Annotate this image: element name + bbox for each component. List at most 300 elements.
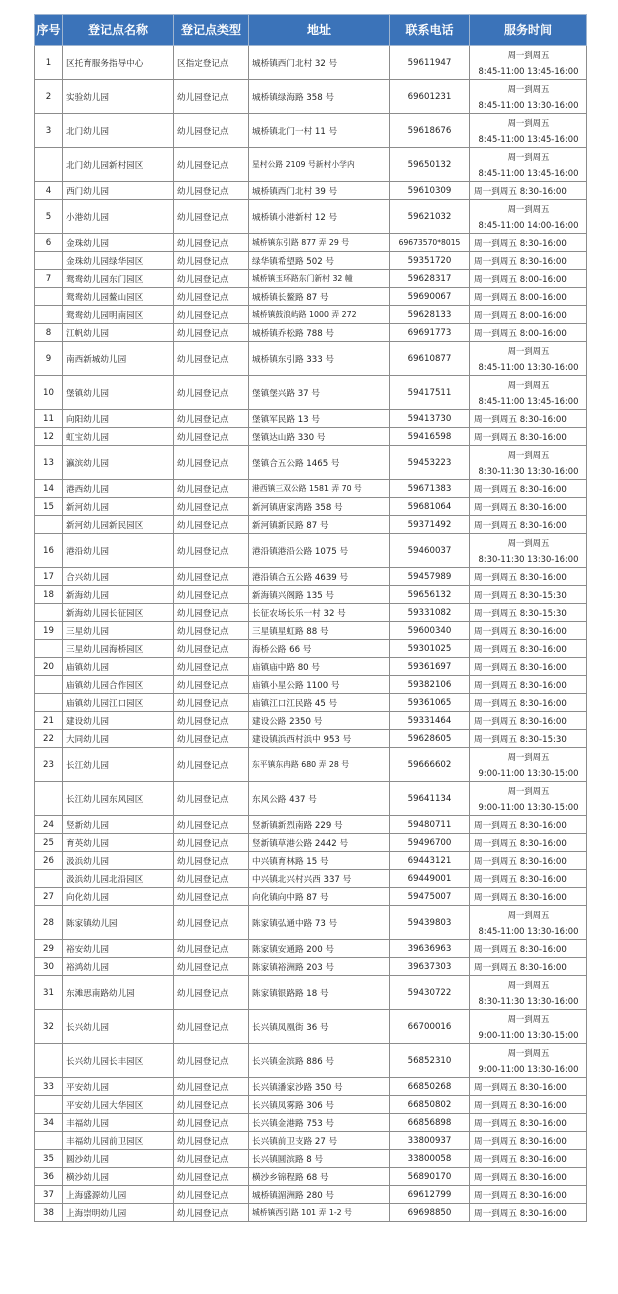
- row-service-time: 周一到周五 8:30-16:00: [470, 498, 587, 516]
- row-phone: 66850268: [390, 1078, 470, 1096]
- row-index: 24: [35, 816, 63, 834]
- row-name: 丰福幼儿园前卫园区: [63, 1132, 174, 1150]
- row-name: 长兴幼儿园: [63, 1010, 174, 1044]
- row-service-time: 周一到周五 8:30-16:00: [470, 958, 587, 976]
- row-phone: 33800058: [390, 1150, 470, 1168]
- row-index: 1: [35, 46, 63, 80]
- row-phone: 39637303: [390, 958, 470, 976]
- row-index: 7: [35, 270, 63, 288]
- row-phone: 59413730: [390, 410, 470, 428]
- row-service-time: 周一到周五 8:30-16:00: [470, 1096, 587, 1114]
- row-index: 12: [35, 428, 63, 446]
- row-index: [35, 1044, 63, 1078]
- row-index: 22: [35, 730, 63, 748]
- row-service-time: [470, 46, 587, 80]
- row-index: 27: [35, 888, 63, 906]
- row-type: 幼儿园登记点: [174, 640, 249, 658]
- table-row: [35, 534, 587, 568]
- row-name: 区托育服务指导中心: [63, 46, 174, 80]
- row-address: 向化镇向中路 87 号: [249, 888, 390, 906]
- row-address: 城桥镇东引路 877 弄 29 号: [249, 234, 390, 252]
- row-address: 中兴镇育林路 15 号: [249, 852, 390, 870]
- service-days: 周一到周五: [507, 979, 550, 990]
- row-service-time: 周一到周五 8:30-16:00: [470, 1150, 587, 1168]
- row-address: 三星镇星虹路 88 号: [249, 622, 390, 640]
- table-row: [35, 852, 587, 870]
- table-row: [35, 114, 587, 148]
- service-days: 周一到周五: [507, 379, 550, 390]
- row-service-time: [470, 446, 587, 480]
- row-address: 庙镇庙中路 80 号: [249, 658, 390, 676]
- row-index: 37: [35, 1186, 63, 1204]
- row-address: 城桥镇东引路 333 号: [249, 342, 390, 376]
- row-phone: 59417511: [390, 376, 470, 410]
- row-phone: 39636963: [390, 940, 470, 958]
- row-type: 幼儿园登记点: [174, 410, 249, 428]
- row-name: 西门幼儿园: [63, 182, 174, 200]
- row-address: 建设公路 2350 号: [249, 712, 390, 730]
- row-address: 新河镇唐家湾路 358 号: [249, 498, 390, 516]
- table-row: [35, 376, 587, 410]
- service-hours: 8:45-11:00 13:45-16:00: [478, 65, 579, 76]
- table-row: [35, 1078, 587, 1096]
- row-phone: 69610877: [390, 342, 470, 376]
- row-name: 虹宝幼儿园: [63, 428, 174, 446]
- row-name: 建设幼儿园: [63, 712, 174, 730]
- row-address: 城桥镇乔松路 788 号: [249, 324, 390, 342]
- row-name: 南西新城幼儿园: [63, 342, 174, 376]
- row-address: 长兴镇凤凰街 36 号: [249, 1010, 390, 1044]
- row-address: 堡镇军民路 13 号: [249, 410, 390, 428]
- row-name: 圆沙幼儿园: [63, 1150, 174, 1168]
- row-type: 幼儿园登记点: [174, 958, 249, 976]
- table-row: [35, 568, 587, 586]
- row-address: 长兴镇金滨路 886 号: [249, 1044, 390, 1078]
- row-index: [35, 288, 63, 306]
- row-name: 上海盛源幼儿园: [63, 1186, 174, 1204]
- table-row: [35, 694, 587, 712]
- row-name: 金珠幼儿园绿华园区: [63, 252, 174, 270]
- row-type: 幼儿园登记点: [174, 288, 249, 306]
- table-row: [35, 252, 587, 270]
- row-service-time: 周一到周五 8:00-16:00: [470, 306, 587, 324]
- row-type: 幼儿园登记点: [174, 534, 249, 568]
- row-type: 幼儿园登记点: [174, 870, 249, 888]
- table-row: [35, 676, 587, 694]
- row-type: 幼儿园登记点: [174, 270, 249, 288]
- row-address: 港沿镇港沿公路 1075 号: [249, 534, 390, 568]
- row-service-time: 周一到周五 8:30-16:00: [470, 1168, 587, 1186]
- row-address: 海桥公路 66 号: [249, 640, 390, 658]
- row-name: 平安幼儿园: [63, 1078, 174, 1096]
- row-phone: 59628605: [390, 730, 470, 748]
- table-row: [35, 958, 587, 976]
- row-phone: 69449001: [390, 870, 470, 888]
- table-row: [35, 1168, 587, 1186]
- row-address: 东风公路 437 号: [249, 782, 390, 816]
- row-service-time: 周一到周五 8:30-16:00: [470, 870, 587, 888]
- row-type: 幼儿园登记点: [174, 114, 249, 148]
- row-service-time: 周一到周五 8:30-16:00: [470, 252, 587, 270]
- row-address: 城桥镇绿海路 358 号: [249, 80, 390, 114]
- header-name: 登记点名称: [63, 15, 174, 46]
- row-index: 3: [35, 114, 63, 148]
- table-row: [35, 640, 587, 658]
- row-address: 长兴镇前卫支路 27 号: [249, 1132, 390, 1150]
- service-hours: 8:30-11:30 13:30-16:00: [478, 553, 579, 564]
- row-name: 向阳幼儿园: [63, 410, 174, 428]
- row-index: 33: [35, 1078, 63, 1096]
- row-name: 长兴幼儿园长丰园区: [63, 1044, 174, 1078]
- row-name: 竖新幼儿园: [63, 816, 174, 834]
- row-phone: 59690067: [390, 288, 470, 306]
- row-index: 34: [35, 1114, 63, 1132]
- table-row: [35, 712, 587, 730]
- row-type: 幼儿园登记点: [174, 306, 249, 324]
- row-type: 幼儿园登记点: [174, 1132, 249, 1150]
- row-service-time: [470, 342, 587, 376]
- row-phone: 59430722: [390, 976, 470, 1010]
- row-type: 幼儿园登记点: [174, 748, 249, 782]
- table-row: [35, 1096, 587, 1114]
- row-service-time: [470, 148, 587, 182]
- service-hours: 8:45-11:00 13:45-16:00: [478, 133, 579, 144]
- row-type: 幼儿园登记点: [174, 480, 249, 498]
- row-index: 6: [35, 234, 63, 252]
- row-name: 新河幼儿园新民园区: [63, 516, 174, 534]
- table-row: [35, 782, 587, 816]
- row-phone: 59361065: [390, 694, 470, 712]
- table-row: [35, 200, 587, 234]
- row-name: 新海幼儿园长征园区: [63, 604, 174, 622]
- row-index: 38: [35, 1204, 63, 1222]
- row-phone: 59641134: [390, 782, 470, 816]
- row-phone: 69601231: [390, 80, 470, 114]
- row-type: 幼儿园登记点: [174, 604, 249, 622]
- row-service-time: [470, 748, 587, 782]
- row-address: 堡镇达山路 330 号: [249, 428, 390, 446]
- registration-table-container: [34, 14, 586, 1222]
- table-row: [35, 604, 587, 622]
- row-address: 堡镇合五公路 1465 号: [249, 446, 390, 480]
- table-row: [35, 748, 587, 782]
- row-type: 幼儿园登记点: [174, 694, 249, 712]
- service-hours: 8:45-11:00 13:30-16:00: [478, 925, 579, 936]
- row-address: 城桥镇小港新村 12 号: [249, 200, 390, 234]
- registration-table: [34, 14, 587, 1222]
- row-index: [35, 252, 63, 270]
- row-type: 幼儿园登记点: [174, 182, 249, 200]
- row-address: 城桥镇西门北村 32 号: [249, 46, 390, 80]
- row-service-time: 周一到周五 8:30-16:00: [470, 676, 587, 694]
- row-name: 向化幼儿园: [63, 888, 174, 906]
- row-service-time: 周一到周五 8:30-16:00: [470, 694, 587, 712]
- row-type: 幼儿园登记点: [174, 324, 249, 342]
- row-phone: 59621032: [390, 200, 470, 234]
- row-address: 庙镇江口江民路 45 号: [249, 694, 390, 712]
- row-index: 8: [35, 324, 63, 342]
- row-service-time: 周一到周五 8:30-16:00: [470, 516, 587, 534]
- row-name: 汲浜幼儿园北沿园区: [63, 870, 174, 888]
- service-days: 周一到周五: [507, 785, 550, 796]
- row-phone: 59351720: [390, 252, 470, 270]
- table-row: [35, 270, 587, 288]
- service-days: 周一到周五: [507, 1047, 550, 1058]
- row-service-time: 周一到周五 8:30-15:30: [470, 586, 587, 604]
- row-phone: 59666602: [390, 748, 470, 782]
- row-phone: 59460037: [390, 534, 470, 568]
- row-address: 城桥镇长鳌路 87 号: [249, 288, 390, 306]
- row-service-time: [470, 782, 587, 816]
- row-index: [35, 1096, 63, 1114]
- row-name: 裕鸿幼儿园: [63, 958, 174, 976]
- service-hours: 9:00-11:00 13:30-15:00: [478, 801, 579, 812]
- row-address: 长兴镇圆滨路 8 号: [249, 1150, 390, 1168]
- row-type: 幼儿园登记点: [174, 148, 249, 182]
- row-index: 4: [35, 182, 63, 200]
- row-service-time: 周一到周五 8:30-16:00: [470, 568, 587, 586]
- row-index: [35, 870, 63, 888]
- table-row: [35, 288, 587, 306]
- row-type: 幼儿园登记点: [174, 1096, 249, 1114]
- table-body: [35, 46, 587, 1222]
- row-type: 幼儿园登记点: [174, 568, 249, 586]
- row-name: 平安幼儿园大华园区: [63, 1096, 174, 1114]
- row-service-time: [470, 1010, 587, 1044]
- row-type: 幼儿园登记点: [174, 1204, 249, 1222]
- row-service-time: 周一到周五 8:30-16:00: [470, 834, 587, 852]
- row-type: 幼儿园登记点: [174, 516, 249, 534]
- row-phone: 59480711: [390, 816, 470, 834]
- service-hours: 8:45-11:00 14:00-16:00: [478, 219, 579, 230]
- row-service-time: [470, 976, 587, 1010]
- table-row: [35, 1186, 587, 1204]
- row-name: 港西幼儿园: [63, 480, 174, 498]
- row-type: 幼儿园登记点: [174, 676, 249, 694]
- row-address: 城桥镇北门一村 11 号: [249, 114, 390, 148]
- row-name: 鸳鸯幼儿园明南园区: [63, 306, 174, 324]
- row-service-time: 周一到周五 8:30-16:00: [470, 712, 587, 730]
- row-name: 新河幼儿园: [63, 498, 174, 516]
- table-row: [35, 1044, 587, 1078]
- row-phone: 59453223: [390, 446, 470, 480]
- service-hours: 8:45-11:00 13:30-16:00: [478, 361, 579, 372]
- row-index: [35, 640, 63, 658]
- row-name: 瀛滨幼儿园: [63, 446, 174, 480]
- table-header-row: [35, 15, 587, 46]
- table-row: [35, 906, 587, 940]
- row-type: 幼儿园登记点: [174, 252, 249, 270]
- service-days: 周一到周五: [507, 449, 550, 460]
- row-index: [35, 676, 63, 694]
- row-service-time: 周一到周五 8:30-16:00: [470, 658, 587, 676]
- row-name: 庙镇幼儿园江口园区: [63, 694, 174, 712]
- row-address: 中兴镇北兴村兴西 337 号: [249, 870, 390, 888]
- row-service-time: 周一到周五 8:30-16:00: [470, 234, 587, 252]
- row-service-time: [470, 376, 587, 410]
- row-address: 城桥镇玉环路东门新村 32 幢: [249, 270, 390, 288]
- row-phone: 66850802: [390, 1096, 470, 1114]
- row-phone: 59671383: [390, 480, 470, 498]
- row-phone: 59496700: [390, 834, 470, 852]
- row-name: 汲浜幼儿园: [63, 852, 174, 870]
- table-row: [35, 46, 587, 80]
- row-service-time: 周一到周五 8:30-16:00: [470, 182, 587, 200]
- table-row: [35, 730, 587, 748]
- row-address: 堡镇堡兴路 37 号: [249, 376, 390, 410]
- row-name: 上海崇明幼儿园: [63, 1204, 174, 1222]
- row-address: 港西镇三双公路 1581 弄 70 号: [249, 480, 390, 498]
- row-phone: 59681064: [390, 498, 470, 516]
- row-phone: 69698850: [390, 1204, 470, 1222]
- row-type: 幼儿园登记点: [174, 80, 249, 114]
- row-name: 鸳鸯幼儿园鳌山园区: [63, 288, 174, 306]
- row-index: 28: [35, 906, 63, 940]
- table-row: [35, 446, 587, 480]
- row-service-time: 周一到周五 8:30-16:00: [470, 428, 587, 446]
- row-address: 绿华镇希望路 502 号: [249, 252, 390, 270]
- table-row: [35, 148, 587, 182]
- row-phone: 33800937: [390, 1132, 470, 1150]
- row-type: 幼儿园登记点: [174, 888, 249, 906]
- row-type: 幼儿园登记点: [174, 940, 249, 958]
- table-row: [35, 622, 587, 640]
- row-phone: 59650132: [390, 148, 470, 182]
- row-phone: 59475007: [390, 888, 470, 906]
- table-row: [35, 658, 587, 676]
- row-service-time: [470, 114, 587, 148]
- row-phone: 59416598: [390, 428, 470, 446]
- row-service-time: 周一到周五 8:30-16:00: [470, 940, 587, 958]
- row-type: 幼儿园登记点: [174, 658, 249, 676]
- table-row: [35, 80, 587, 114]
- row-index: 9: [35, 342, 63, 376]
- table-row: [35, 976, 587, 1010]
- row-address: 城桥镇西引路 101 弄 1-2 号: [249, 1204, 390, 1222]
- row-phone: 59457989: [390, 568, 470, 586]
- row-service-time: 周一到周五 8:30-15:30: [470, 604, 587, 622]
- row-type: 幼儿园登记点: [174, 712, 249, 730]
- row-address: 港沿镇合五公路 4639 号: [249, 568, 390, 586]
- row-name: 横沙幼儿园: [63, 1168, 174, 1186]
- row-index: 2: [35, 80, 63, 114]
- service-days: 周一到周五: [507, 751, 550, 762]
- row-index: [35, 1132, 63, 1150]
- row-service-time: 周一到周五 8:30-16:00: [470, 852, 587, 870]
- service-hours: 8:45-11:00 13:30-16:00: [478, 99, 579, 110]
- row-address: 城桥镇西门北村 39 号: [249, 182, 390, 200]
- row-service-time: 周一到周五 8:30-16:00: [470, 1204, 587, 1222]
- row-address: 星村公路 2109 号新村小学内: [249, 148, 390, 182]
- row-type: 幼儿园登记点: [174, 376, 249, 410]
- table-row: [35, 870, 587, 888]
- table-row: [35, 480, 587, 498]
- row-index: 26: [35, 852, 63, 870]
- table-row: [35, 324, 587, 342]
- table-row: [35, 182, 587, 200]
- row-name: 庙镇幼儿园: [63, 658, 174, 676]
- row-address: 建设镇浜西村浜中 953 号: [249, 730, 390, 748]
- table-row: [35, 516, 587, 534]
- row-name: 大同幼儿园: [63, 730, 174, 748]
- row-service-time: 周一到周五 8:00-16:00: [470, 270, 587, 288]
- row-service-time: 周一到周五 8:30-16:00: [470, 480, 587, 498]
- row-phone: 59618676: [390, 114, 470, 148]
- table-row: [35, 342, 587, 376]
- row-index: [35, 782, 63, 816]
- service-hours: 9:00-11:00 13:30-15:00: [478, 1029, 579, 1040]
- row-address: 陈家镇弘通中路 73 号: [249, 906, 390, 940]
- row-service-time: 周一到周五 8:30-16:00: [470, 640, 587, 658]
- row-index: 32: [35, 1010, 63, 1044]
- service-days: 周一到周五: [507, 49, 550, 60]
- row-address: 竖新镇新烈南路 229 号: [249, 816, 390, 834]
- row-index: [35, 148, 63, 182]
- row-type: 幼儿园登记点: [174, 1150, 249, 1168]
- row-index: 17: [35, 568, 63, 586]
- row-name: 长江幼儿园东风园区: [63, 782, 174, 816]
- row-service-time: 周一到周五 8:30-16:00: [470, 816, 587, 834]
- row-type: 幼儿园登记点: [174, 586, 249, 604]
- row-type: 幼儿园登记点: [174, 622, 249, 640]
- table-row: [35, 888, 587, 906]
- row-service-time: 周一到周五 8:30-16:00: [470, 1114, 587, 1132]
- row-index: 5: [35, 200, 63, 234]
- row-phone: 59610309: [390, 182, 470, 200]
- row-name: 东滩思南路幼儿园: [63, 976, 174, 1010]
- service-hours: 9:00-11:00 13:30-15:00: [478, 767, 579, 778]
- row-name: 新海幼儿园: [63, 586, 174, 604]
- row-index: 21: [35, 712, 63, 730]
- row-index: 14: [35, 480, 63, 498]
- row-name: 北门幼儿园: [63, 114, 174, 148]
- row-type: 幼儿园登记点: [174, 1078, 249, 1096]
- service-hours: 8:45-11:00 13:45-16:00: [478, 167, 579, 178]
- row-name: 江帆幼儿园: [63, 324, 174, 342]
- service-hours: 8:30-11:30 13:30-16:00: [478, 995, 579, 1006]
- row-index: [35, 516, 63, 534]
- row-name: 合兴幼儿园: [63, 568, 174, 586]
- row-type: 幼儿园登记点: [174, 428, 249, 446]
- row-type: 幼儿园登记点: [174, 342, 249, 376]
- row-address: 长兴镇凤雾路 306 号: [249, 1096, 390, 1114]
- row-address: 城桥镇鼓浪屿路 1000 弄 272: [249, 306, 390, 324]
- table-row: [35, 1204, 587, 1222]
- table-row: [35, 586, 587, 604]
- row-index: 23: [35, 748, 63, 782]
- table-row: [35, 498, 587, 516]
- table-row: [35, 1010, 587, 1044]
- row-index: 31: [35, 976, 63, 1010]
- row-index: 10: [35, 376, 63, 410]
- row-type: 区指定登记点: [174, 46, 249, 80]
- row-type: 幼儿园登记点: [174, 498, 249, 516]
- service-days: 周一到周五: [507, 83, 550, 94]
- row-index: 13: [35, 446, 63, 480]
- row-name: 实验幼儿园: [63, 80, 174, 114]
- row-index: [35, 604, 63, 622]
- header-address: 地址: [249, 15, 390, 46]
- row-index: 11: [35, 410, 63, 428]
- row-name: 北门幼儿园新村园区: [63, 148, 174, 182]
- row-address: 陈家镇银路路 18 号: [249, 976, 390, 1010]
- row-index: 16: [35, 534, 63, 568]
- row-name: 丰福幼儿园: [63, 1114, 174, 1132]
- row-index: 19: [35, 622, 63, 640]
- row-service-time: 周一到周五 8:30-16:00: [470, 1078, 587, 1096]
- row-address: 新海镇兴阁路 135 号: [249, 586, 390, 604]
- row-phone: 59439803: [390, 906, 470, 940]
